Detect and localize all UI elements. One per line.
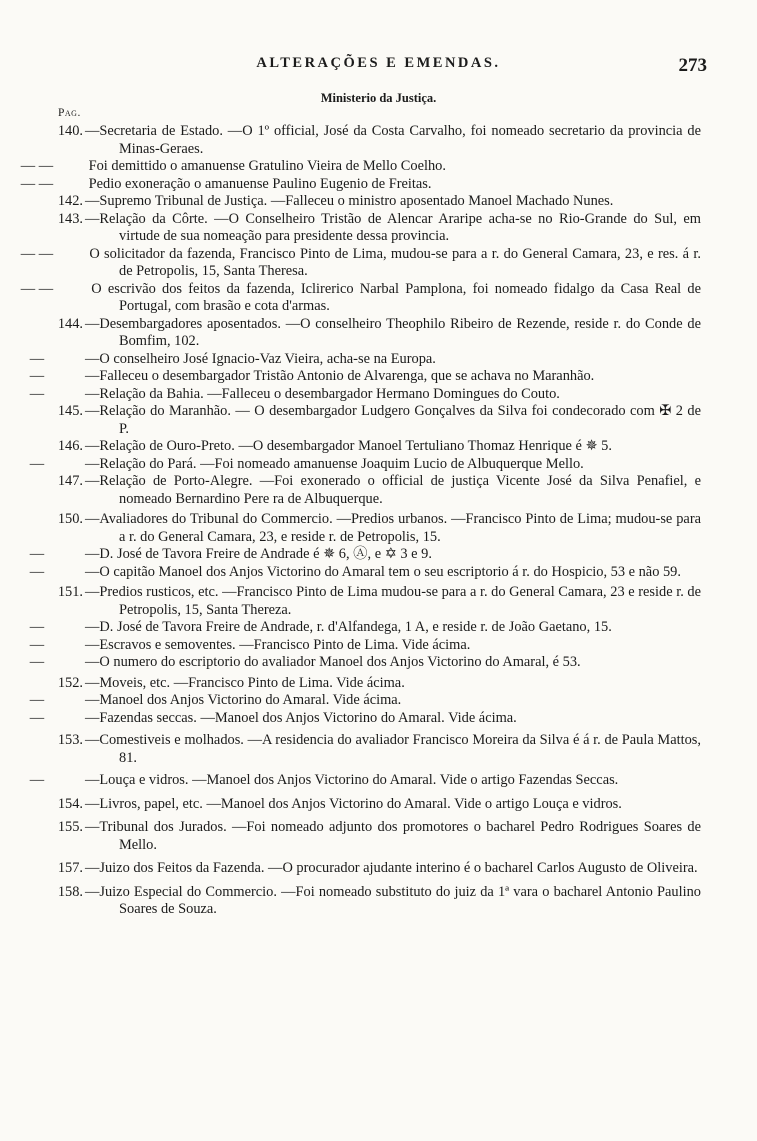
entry <box>20 245 701 281</box>
entry-number: 152. <box>57 674 83 691</box>
entry <box>57 732 701 767</box>
entry <box>57 584 701 619</box>
entry <box>29 692 701 710</box>
entry-number: — <box>29 772 45 788</box>
entry-text: —Louça e vidros. —Manoel dos Anjos Victorino do Amaral. Vide o artigo Fazendas Seccas. <box>85 772 619 788</box>
entry <box>57 473 701 508</box>
entry <box>57 438 701 456</box>
entry-number: 144. <box>57 315 83 332</box>
entry <box>29 455 701 474</box>
entry-number: — — <box>20 158 54 174</box>
entry <box>29 385 701 404</box>
entry <box>20 175 701 194</box>
entry-text: —D. José de Tavora Freire de Andrade, r. d'Alfandega, 1 A, e reside r. de João Gaetano, 15. <box>85 619 612 635</box>
entry-number: 145. <box>57 403 83 419</box>
entry-number: — <box>29 654 45 670</box>
entry <box>29 772 701 790</box>
entry-number: 155. <box>57 819 83 835</box>
entry-text: —Relação da Bahia. —Falleceu o desembargador Hermano Domingues do Couto. <box>85 385 560 402</box>
entry <box>57 860 701 878</box>
entry-text: O escrivão dos feitos da fazenda, Iclirerico Narbal Pamplona, foi nomeado fidalgo da Casa Real de Portugal, com brasão e cota d'armas. <box>91 280 701 314</box>
entry-text: Pedio exoneração o amanuense Paulino Eugenio de Freitas. <box>88 175 432 192</box>
entry-text: —Relação de Ouro-Preto. —O desembargador Manoel Tertuliano Thomaz Henrique é ✵ 5. <box>85 438 612 454</box>
entry <box>57 193 701 211</box>
entry-list <box>0 123 757 919</box>
entry-number: — <box>29 709 45 726</box>
entry-number: — — <box>20 280 54 297</box>
entry <box>29 350 701 369</box>
entry-number: — <box>29 546 45 562</box>
entry-text: —Desembargadores aposentados. —O conselheiro Theophilo Ribeiro de Rezende, reside r. do Conde de Bomfim, 102. <box>85 315 701 349</box>
entry <box>57 795 701 814</box>
section-subtitle: Ministerio da Justiça. <box>320 91 437 105</box>
entry-number: 151. <box>57 584 83 600</box>
entry <box>57 315 701 351</box>
entry-number: — <box>29 636 45 653</box>
entry-text: —Relação da Côrte. —O Conselheiro Tristão de Alencar Araripe acha-se no Rio-Grande do Sul, em virtude de sua nomeação para presidente dessa provincia. <box>85 210 701 244</box>
entry <box>29 709 701 728</box>
entry <box>29 636 701 655</box>
entry-text: Foi demittido o amanuense Gratulino Vieira de Mello Coelho. <box>88 158 446 174</box>
entry-text: —Supremo Tribunal de Justiça. —Falleceu o ministro aposentado Manoel Machado Nunes. <box>85 193 614 209</box>
entry-text: —Moveis, etc. —Francisco Pinto de Lima. Vide ácima. <box>85 674 405 691</box>
entry-number: 158. <box>57 883 83 900</box>
entry-text: —O conselheiro José Ignacio-Vaz Vieira, acha-se na Europa. <box>85 350 436 367</box>
entry-text: —Relação de Porto-Alegre. —Foi exonerado o official de justiça Vicente José da Silva Penafiel, e nomeado Bernardino Pere ra de Albuquerque. <box>85 473 701 507</box>
entry <box>29 654 701 672</box>
entry <box>57 674 701 693</box>
entry-number: 140. <box>57 123 83 139</box>
entry <box>57 883 701 919</box>
entry-number: — <box>29 455 45 472</box>
entry-number: 143. <box>57 210 83 227</box>
entry-text: —Falleceu o desembargador Tristão Antonio de Alvarenga, que se achava no Maranhão. <box>85 368 595 384</box>
entry-number: 153. <box>57 732 83 748</box>
entry-text: —Predios rusticos, etc. —Francisco Pinto de Lima mudou-se para a r. do General Camara, 23 e reside r. de Petropolis, 15, Santa Thereza. <box>85 584 701 618</box>
entry-number: — <box>29 368 45 384</box>
entry <box>29 546 701 564</box>
entry-text: —Comestiveis e molhados. —A residencia do avaliador Francisco Moreira da Silva é á r. de Paula Mattos, 81. <box>85 732 701 766</box>
entry-text: —Avaliadores do Tribunal do Commercio. —Predios urbanos. —Francisco Pinto de Lima; mudou-se para a r. do General Camara, 23, e reside r. de Petropolis, 15. <box>85 511 701 545</box>
entry <box>29 619 701 637</box>
entry <box>57 403 701 438</box>
entry-text: —Livros, papel, etc. —Manoel dos Anjos Victorino do Amaral. Vide o artigo Louça e vidros. <box>85 795 622 812</box>
entry-number: 147. <box>57 473 83 489</box>
entry <box>57 123 701 158</box>
entry-text: O solicitador da fazenda, Francisco Pinto de Lima, mudou-se para a r. do General Camara, 23, e res. á r. de Petropolis, 15, Santa Theresa. <box>89 245 701 279</box>
entry-text: —Juizo Especial do Commercio. —Foi nomeado substituto do juiz da 1ª vara o bacharel Antonio Paulino Soares de Souza. <box>85 883 701 917</box>
entry-number: 142. <box>57 193 83 209</box>
pag-column-label: Pag. <box>58 107 81 119</box>
entry-number: — — <box>20 245 54 262</box>
entry-number: 146. <box>57 438 83 454</box>
entry-text: —Fazendas seccas. —Manoel dos Anjos Victorino do Amaral. Vide ácima. <box>85 709 517 726</box>
entry-number: 157. <box>57 860 83 876</box>
entry-number: — <box>29 563 45 580</box>
page-title: ALTERAÇÕES E EMENDAS. <box>256 55 501 71</box>
entry <box>57 210 701 246</box>
entry-number: — <box>29 350 45 367</box>
entry-text: —Manoel dos Anjos Victorino do Amaral. Vide ácima. <box>85 692 402 708</box>
entry-text: —O capitão Manoel dos Anjos Victorino do Amaral tem o seu escriptorio á r. do Hospicio, 53 e não 59. <box>85 563 681 580</box>
entry-number: — <box>29 692 45 708</box>
page-number: 273 <box>678 55 707 76</box>
entry <box>57 819 701 854</box>
entry <box>57 511 701 546</box>
entry-number: 150. <box>57 511 83 527</box>
entry-text: —O numero do escriptorio do avaliador Manoel dos Anjos Victorino do Amaral, é 53. <box>85 654 581 670</box>
entry-text: —Secretaria de Estado. —O 1º official, José da Costa Carvalho, foi nomeado secretario da provincia de Minas-Geraes. <box>85 123 701 157</box>
entry-text: —Relação do Maranhão. — O desembargador Ludgero Gonçalves da Silva foi condecorado com ✠ 2 de P. <box>85 403 701 437</box>
entry-number: — <box>29 385 45 402</box>
entry <box>29 563 701 582</box>
entry <box>20 158 701 176</box>
entry-text: —Relação do Pará. —Foi nomeado amanuense Joaquim Lucio de Albuquerque Mello. <box>85 455 584 472</box>
entry-text: —Escravos e semoventes. —Francisco Pinto de Lima. Vide ácima. <box>85 636 471 653</box>
entry <box>20 280 701 316</box>
entry-text: —Tribunal dos Jurados. —Foi nomeado adjunto dos promotores o bacharel Pedro Rodrigues Soares de Mello. <box>85 819 701 853</box>
entry <box>29 368 701 386</box>
entry-number: 154. <box>57 795 83 812</box>
entry-text: —D. José de Tavora Freire de Andrade é ✵ 6, Ⓐ, e ✡ 3 e 9. <box>85 546 432 562</box>
entry-number: — <box>29 619 45 635</box>
entry-text: —Juizo dos Feitos da Fazenda. —O procurador ajudante interino é o bacharel Carlos Augusto de Oliveira. <box>85 860 698 876</box>
entry-number: — — <box>20 175 54 192</box>
